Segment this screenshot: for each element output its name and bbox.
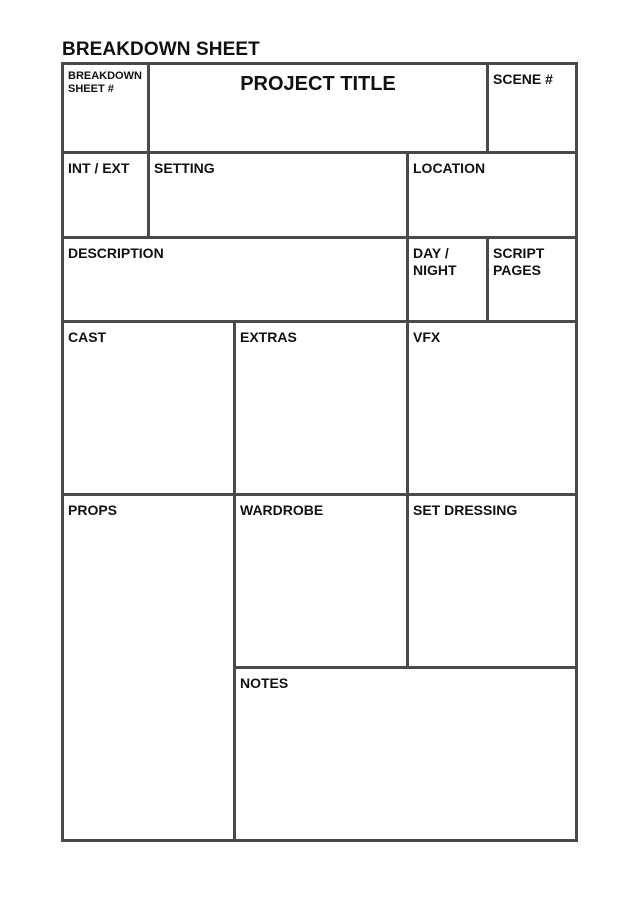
set-dressing-field[interactable]: [406, 493, 578, 669]
scene-number-field[interactable]: [486, 62, 578, 154]
extras-field[interactable]: [233, 320, 409, 496]
notes-label: NOTES: [240, 675, 289, 691]
project-title-label: PROJECT TITLE: [240, 73, 396, 95]
vfx-label: VFX: [413, 329, 441, 345]
wardrobe-label: WARDROBE: [240, 502, 324, 518]
location-field[interactable]: [406, 151, 578, 239]
props-label: PROPS: [68, 502, 118, 518]
page-title: BREAKDOWN SHEET: [62, 39, 260, 60]
int-ext-field[interactable]: [61, 151, 150, 239]
description-field[interactable]: [61, 236, 409, 323]
breakdown-sheet-number-label: BREAKDOWN SHEET #: [68, 70, 142, 95]
script-pages-label: SCRIPT PAGES: [493, 245, 545, 278]
set-dressing-label: SET DRESSING: [413, 502, 518, 518]
scene-number-label: SCENE #: [493, 71, 553, 87]
project-title-field[interactable]: [147, 62, 489, 154]
day-night-label: DAY / NIGHT: [413, 245, 457, 278]
cast-field[interactable]: [61, 320, 236, 496]
setting-field[interactable]: [147, 151, 409, 239]
setting-label: SETTING: [154, 160, 215, 176]
vfx-field[interactable]: [406, 320, 578, 496]
props-field[interactable]: [61, 493, 236, 842]
location-label: LOCATION: [413, 160, 486, 176]
extras-label: EXTRAS: [240, 329, 297, 345]
notes-field[interactable]: [233, 666, 578, 842]
wardrobe-field[interactable]: [233, 493, 409, 669]
int-ext-label: INT / EXT: [68, 160, 130, 176]
day-night-field[interactable]: [406, 236, 489, 323]
breakdown-sheet-number-field[interactable]: [61, 62, 150, 154]
cast-label: CAST: [68, 329, 107, 345]
description-label: DESCRIPTION: [68, 245, 164, 261]
script-pages-field[interactable]: [486, 236, 578, 323]
